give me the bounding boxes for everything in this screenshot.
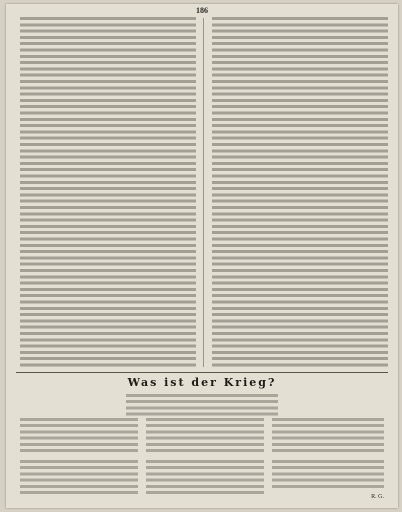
text-column-left xyxy=(20,17,196,368)
poem-column-b xyxy=(146,418,264,502)
column-text-left xyxy=(20,17,196,368)
column-text-right xyxy=(212,17,388,368)
stanza-text xyxy=(272,418,384,454)
poem-intro xyxy=(126,394,278,416)
poem-stanza xyxy=(146,460,264,496)
poem-intro-text xyxy=(126,394,278,416)
column-divider xyxy=(203,18,204,367)
text-column-right xyxy=(212,17,388,368)
section-divider xyxy=(16,372,388,373)
poem-stanza xyxy=(20,460,138,496)
poem-stanza xyxy=(20,418,138,454)
poem-stanza xyxy=(272,460,384,490)
poem-signature: R. G. xyxy=(371,494,384,500)
poem-stanza xyxy=(272,418,384,454)
poem-title: Was ist der Krieg? xyxy=(127,376,277,389)
stanza-text xyxy=(272,460,384,490)
stanza-text xyxy=(20,418,138,454)
poem-stanza xyxy=(146,418,264,454)
poem-column-a xyxy=(20,418,138,502)
stanza-text xyxy=(20,460,138,496)
stanza-text xyxy=(146,418,264,454)
page-number: 186 xyxy=(196,6,208,15)
poem-column-c xyxy=(272,418,384,502)
stanza-text xyxy=(146,460,264,496)
newspaper-page xyxy=(6,4,398,508)
